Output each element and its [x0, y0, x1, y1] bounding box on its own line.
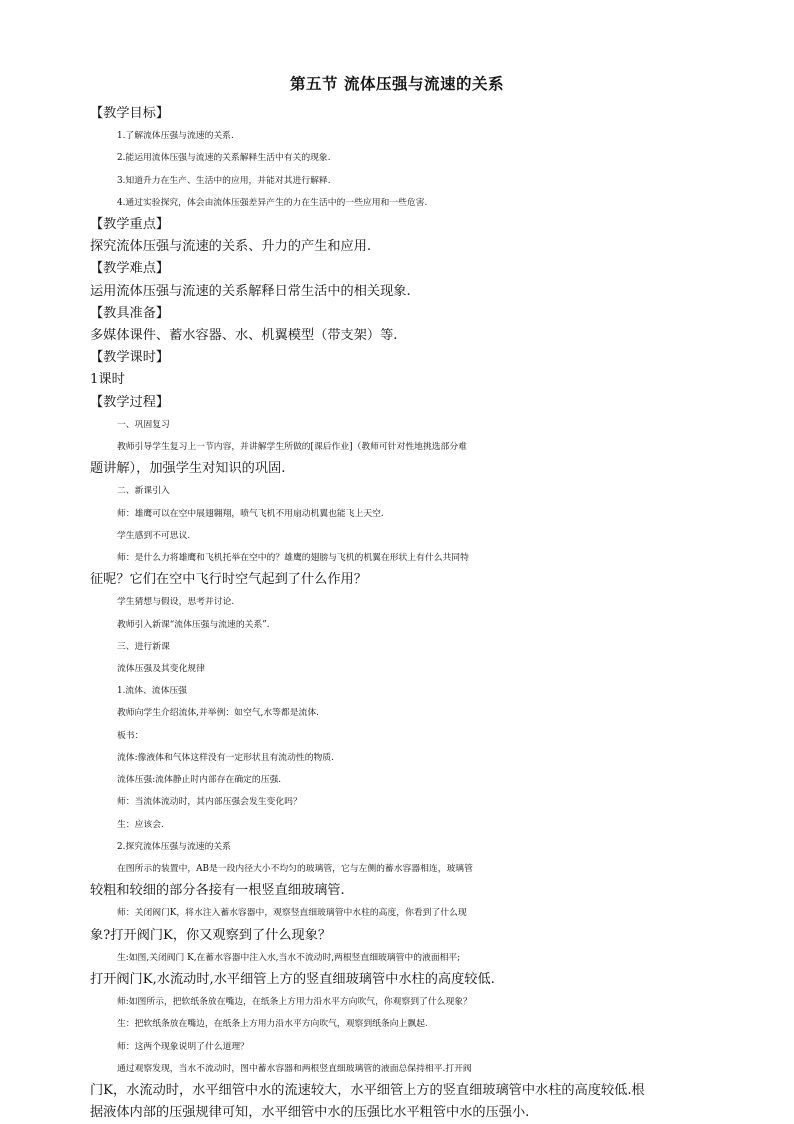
- paragraph-line: 师：关闭阀门K，将水注入蓄水容器中，观察竖直细玻璃管中水柱的高度，你看到了什么现: [117, 908, 467, 919]
- paragraph-line: 象?打开阀门K，你又观察到了什么现象？: [90, 927, 332, 943]
- paragraph-line: 征呢？它们在空中飞行时空气起到了什么作用？: [90, 572, 367, 588]
- objective-item: 1.了解流体压强与流速的关系.: [117, 131, 234, 142]
- paragraph-line: 生：把软纸条放在嘴边，在纸条上方用力沿水平方向吹气，观察到纸条向上飘起.: [117, 1019, 428, 1030]
- paragraph-line: 较粗和较细的部分各接有一根竖直细玻璃管.: [90, 883, 345, 899]
- objective-item: 3.知道升力在生产、生活中的应用，并能对其进行解释.: [117, 175, 331, 186]
- paragraph-line: 打开阀门K,水流动时,水平细管上方的竖直细玻璃管中水柱的高度较低.: [90, 971, 495, 987]
- document-body: [90, 103, 740, 1124]
- paragraph-line: 学生猜想与假设，思考并讨论.: [117, 597, 235, 608]
- paragraph-line: 师:如图所示，把软纸条放在嘴边，在纸条上方用力沿水平方向吹气，你观察到了什么现象？: [117, 997, 472, 1008]
- paragraph-line: 通过观察发现，当水不流动时，图中蓄水容器和两根竖直细玻璃管的液面总保持相平.打开阀: [117, 1063, 472, 1074]
- section-heading-class-hours: 【教学课时】: [90, 350, 170, 366]
- objective-item: 4.通过实验探究，体会由流体压强差异产生的力在生活中的一些应用和一些危害.: [117, 197, 428, 208]
- section-heading-process: 【教学过程】: [90, 394, 170, 410]
- section-heading-key-points: 【教学重点】: [90, 217, 170, 233]
- paragraph-line: 教师引入新课“流体压强与流速的关系”.: [117, 619, 270, 630]
- paragraph-line: 在图所示的装置中，AB是一段内径大小不均匀的玻璃管，它与左侧的蓄水容器相连，玻璃管: [117, 863, 473, 874]
- paragraph-line: 流体:像液体和气体这样没有一定形状且有流动性的物质.: [117, 752, 334, 763]
- paragraph: 1课时: [90, 372, 125, 388]
- paragraph: 探究流体压强与流速的关系、升力的产生和应用.: [90, 239, 372, 255]
- page-title: 第五节 流体压强与流速的关系: [290, 75, 504, 93]
- paragraph-line: 板书：: [117, 730, 144, 741]
- paragraph-line: 师：是什么力将雄鹰和飞机托举在空中的？雄鹰的翅膀与飞机的机翼在形状上有什么共同特: [117, 553, 469, 564]
- section-heading-materials: 【教具准备】: [90, 305, 170, 321]
- paragraph-line: 生：应该会.: [117, 819, 164, 830]
- paragraph-line: 流体压强:流体静止时内部存在确定的压强.: [117, 775, 282, 786]
- paragraph-line: 师：雄鹰可以在空中展翅翱翔，喷气飞机不用扇动机翼也能飞上天空.: [117, 508, 384, 519]
- paragraph-line: 2.探究流体压强与流速的关系: [117, 841, 231, 852]
- paragraph-line: 教师引导学生复习上一节内容，并讲解学生所做的[课后作业]（教师可针对性地挑选部分难: [117, 442, 467, 453]
- paragraph-line: 据液体内部的压强规律可知，水平细管中水的压强比水平粗管中水的压强小.: [90, 1105, 530, 1121]
- paragraph-line: 1.流体、流体压强: [117, 686, 187, 697]
- subsection-heading: 二、新课引入: [117, 486, 170, 497]
- paragraph: 运用流体压强与流速的关系解释日常生活中的相关现象.: [90, 283, 411, 299]
- paragraph-line: 学生感到不可思议.: [117, 530, 191, 541]
- paragraph-line: 门K，水流动时，水平细管中水的流速较大，水平细管上方的竖直细玻璃管中水柱的高度较低.根: [90, 1082, 645, 1098]
- paragraph-line: 师：这两个现象说明了什么道理？: [117, 1041, 249, 1052]
- section-heading-difficulties: 【教学难点】: [90, 261, 170, 277]
- paragraph-line: 师：当流体流动时，其内部压强会发生变化吗？: [117, 797, 302, 808]
- paragraph: 多媒体课件、蓄水容器、水、机翼模型（带支架）等.: [90, 328, 398, 344]
- subsection-heading: 一、巩固复习: [117, 419, 170, 430]
- paragraph-line: 生:如图,关闭阀门 K,在蓄水容器中注入水,当水不流动时,两根竖直细玻璃管中的液面相平;: [117, 952, 461, 963]
- paragraph-line: 题讲解），加强学生对知识的巩固.: [90, 461, 286, 477]
- objective-item: 2.能运用流体压强与流速的关系解释生活中有关的现象.: [117, 153, 331, 164]
- subsection-heading: 三、进行新课: [117, 641, 170, 652]
- paragraph-line: 教师向学生介绍流体,并举例：如空气,水等都是流体.: [117, 708, 319, 719]
- section-heading-objectives: 【教学目标】: [90, 106, 170, 121]
- paragraph-line: 流体压强及其变化规律: [117, 664, 205, 675]
